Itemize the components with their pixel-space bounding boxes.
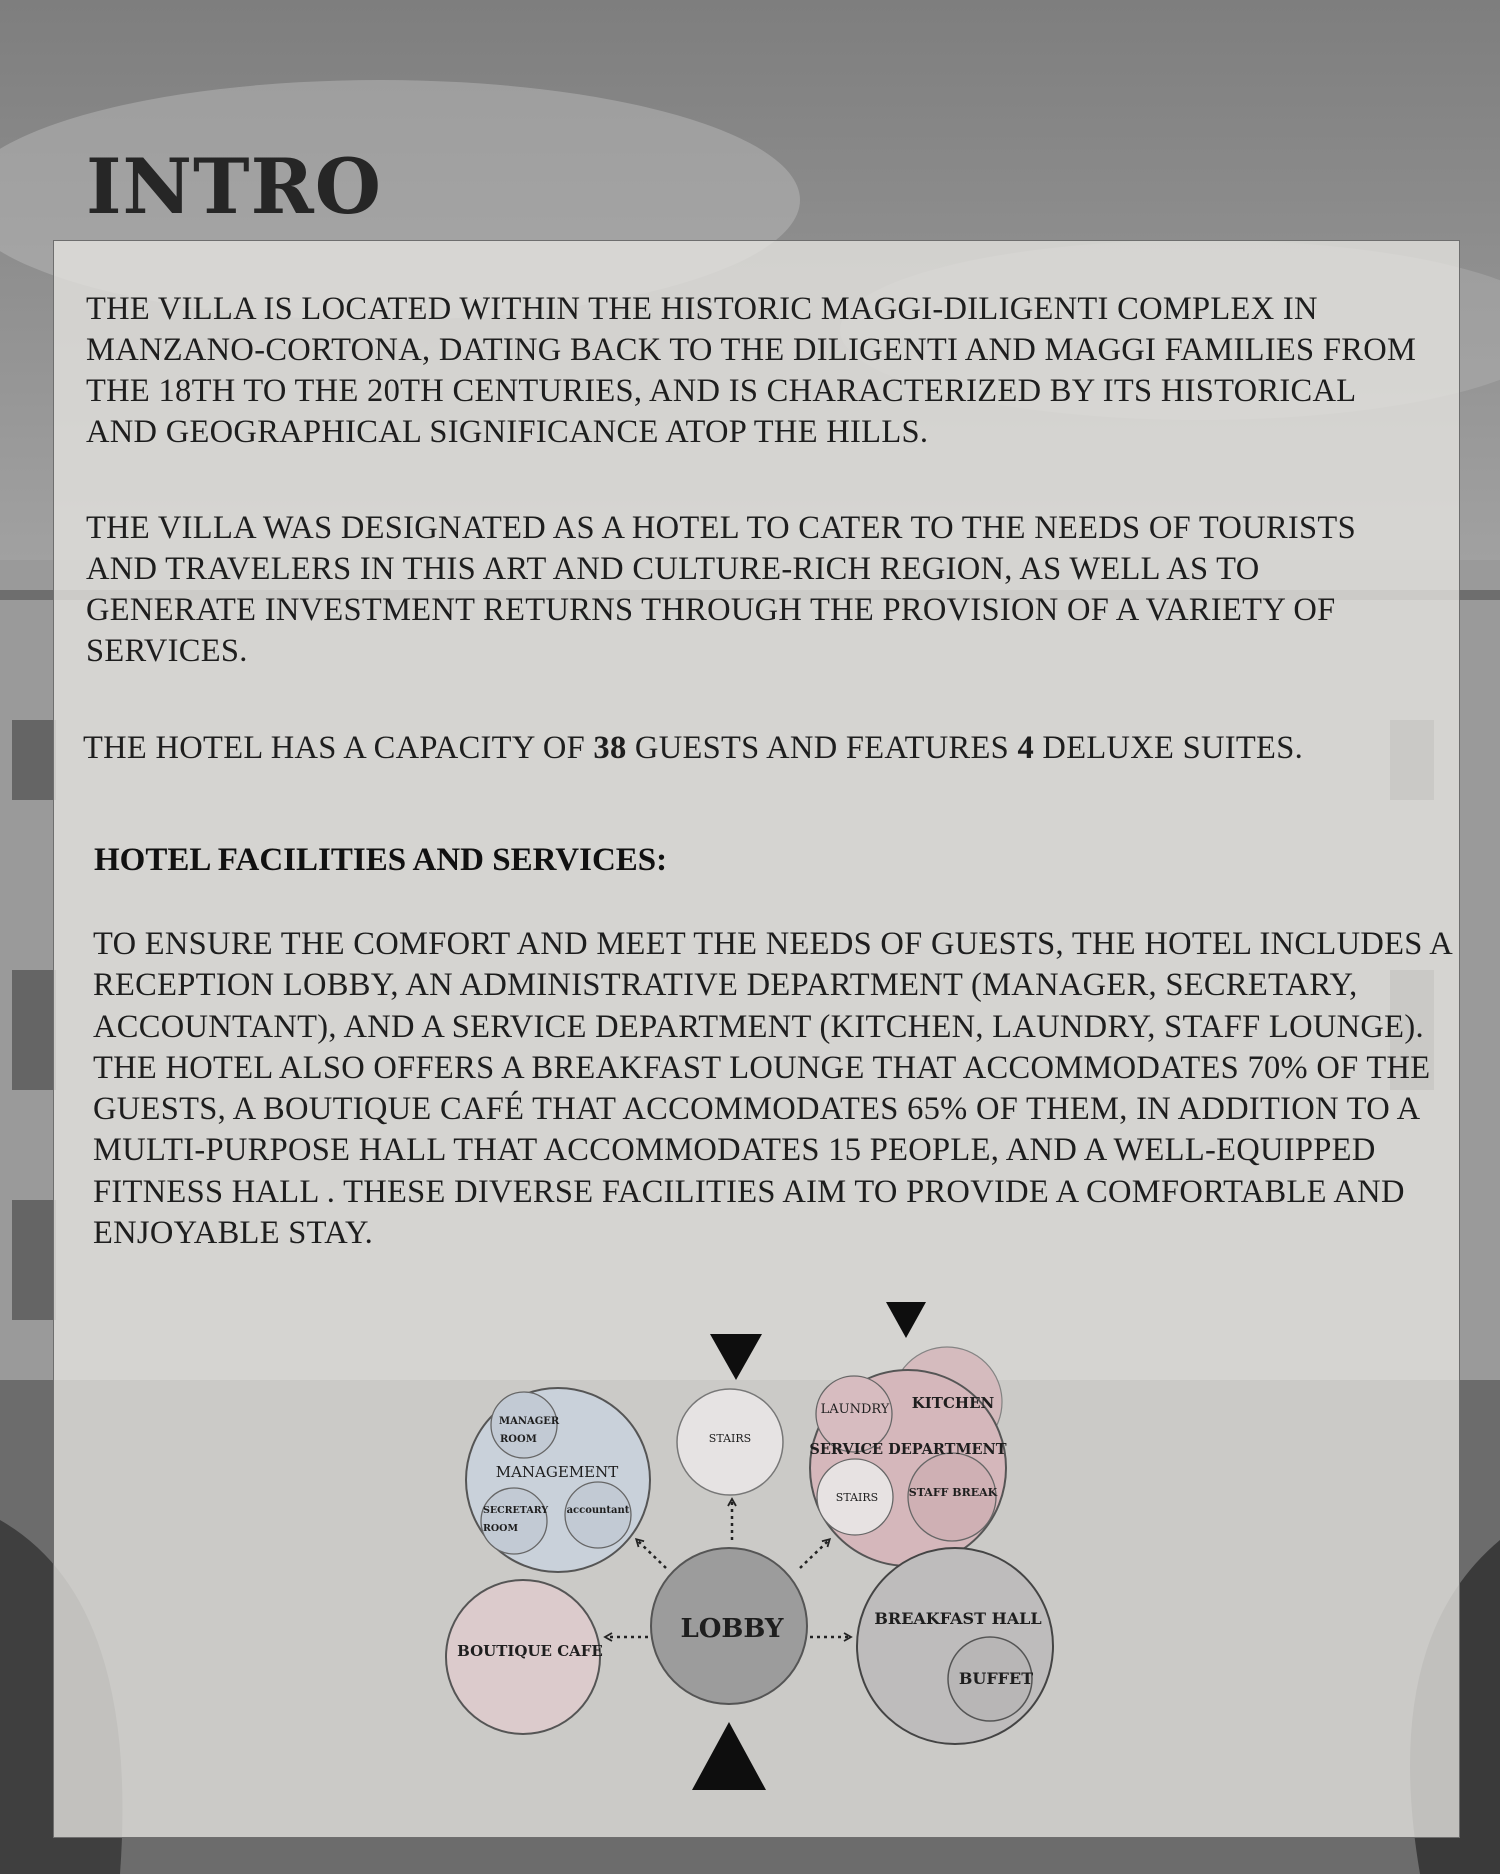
lobby-bubble bbox=[651, 1548, 807, 1704]
capacity-text-post: DELUXE SUITES. bbox=[1034, 730, 1303, 766]
facilities-heading: HOTEL FACILITIES AND SERVICES: bbox=[94, 842, 668, 878]
service-department-label: SERVICE DEPARTMENT bbox=[809, 1441, 1007, 1458]
capacity-text-mid: GUESTS AND FEATURES bbox=[626, 730, 1018, 766]
main-entrance-arrow-icon bbox=[692, 1722, 766, 1790]
breakfast-hall-label: BREAKFAST HALL bbox=[874, 1609, 1042, 1628]
secretary-room-label-1: SECRETARY bbox=[483, 1505, 549, 1516]
service-entrance-arrow-icon bbox=[886, 1302, 926, 1338]
accountant-label: accountant bbox=[566, 1505, 630, 1516]
service-department-bubble bbox=[809, 1347, 1006, 1566]
stairs-main-label: STAIRS bbox=[708, 1432, 752, 1445]
buffet-label: BUFFET bbox=[958, 1669, 1034, 1688]
secretary-room-label-2: ROOM bbox=[483, 1523, 518, 1534]
entrance-arrow-top-icon bbox=[710, 1334, 762, 1380]
guest-count: 38 bbox=[593, 730, 627, 766]
capacity-text-pre: THE HOTEL HAS A CAPACITY OF bbox=[83, 730, 594, 766]
lobby-label: LOBBY bbox=[680, 1614, 784, 1644]
arrow-to-service-department bbox=[800, 1540, 829, 1568]
laundry-label: LAUNDRY bbox=[820, 1402, 890, 1417]
suite-count: 4 bbox=[1017, 730, 1034, 766]
management-label: MANAGEMENT bbox=[495, 1463, 619, 1481]
intro-paragraph-purpose: THE VILLA WAS DESIGNATED AS A HOTEL TO CATER TO THE NEEDS OF TOURISTS AND TRAVELERS IN THIS ART AND CULTURE-RICH REGION, AS WELL AS TO GENERATE INVESTMENT RETURNS THROUGH THE PROVISION OF A VARIETY OF SERVICES. bbox=[86, 510, 1356, 669]
management-bubble bbox=[466, 1388, 650, 1572]
stairs-bubble bbox=[677, 1389, 783, 1495]
manager-room-label-2: ROOM bbox=[500, 1434, 537, 1445]
facilities-paragraph: TO ENSURE THE COMFORT AND MEET THE NEEDS OF GUESTS, THE HOTEL INCLUDES A RECEPTION LOBBY, AN ADMINISTRATIVE DEPARTMENT (MANAGER, SECRETARY, ACCOUNTANT), AND A SERVICE DEPARTMENT (KITCHEN, LAUNDRY, STAFF LOUNGE). THE HOTEL ALSO OFFERS A BREAKFAST LOUNGE THAT ACCOMMODATES 70% OF THE GUESTS, A BOUTIQUE CAFÉ THAT ACCOMMODATES 65% OF THEM, IN ADDITION TO A MULTI-PURPOSE HALL THAT ACCOMMODATES 15 PEOPLE, AND A WELL-EQUIPPED FITNESS HALL . THESE DIVERSE FACILITIES AIM TO PROVIDE A COMFORTABLE AND ENJOYABLE STAY. bbox=[93, 926, 1452, 1252]
boutique-cafe-bubble bbox=[446, 1580, 603, 1734]
kitchen-label: KITCHEN bbox=[911, 1394, 995, 1412]
page-title: INTRO bbox=[86, 142, 382, 231]
boutique-cafe-label: BOUTIQUE CAFE bbox=[457, 1642, 603, 1660]
stairs-service-label: STAIRS bbox=[835, 1491, 879, 1504]
manager-room-label-1: MANAGER bbox=[499, 1416, 560, 1427]
intro-paragraph-location: THE VILLA IS LOCATED WITHIN THE HISTORIC MAGGI-DILIGENTI COMPLEX IN MANZANO-CORTONA, DATING BACK TO THE DILIGENTI AND MAGGI FAMILIES FROM THE 18TH TO THE 20TH CENTURIES, AND IS CHARACTERIZED BY ITS HISTORICAL AND GEOGRAPHICAL SIGNIFICANCE ATOP THE HILLS. bbox=[86, 291, 1417, 450]
arrow-to-management bbox=[637, 1540, 666, 1568]
staff-break-label: STAFF BREAK bbox=[908, 1486, 998, 1499]
breakfast-hall-bubble bbox=[857, 1548, 1053, 1744]
